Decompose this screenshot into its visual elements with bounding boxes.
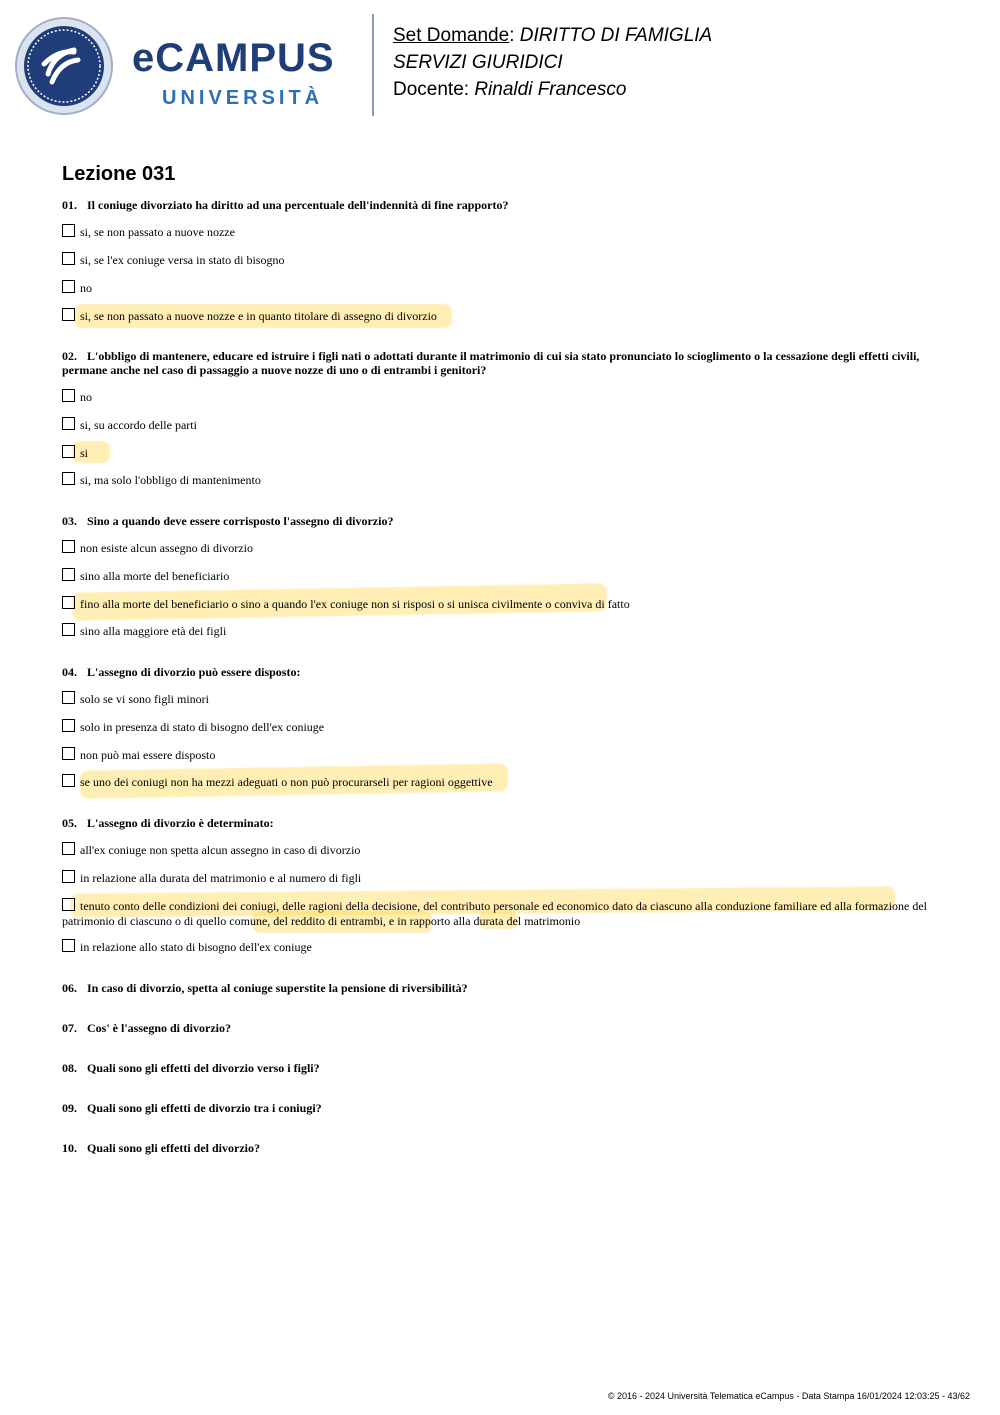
question-2 — [62, 349, 942, 377]
question-text: Quali sono gli effetti del divorzio verso i figli? — [87, 1061, 320, 1075]
answer-text: si, ma solo l'obbligo di mantenimento — [80, 473, 261, 487]
answer-option — [62, 569, 942, 584]
question-text: Quali sono gli effetti de divorzio tra i coniugi? — [87, 1101, 322, 1115]
question-10 — [62, 1141, 942, 1155]
question-6 — [62, 981, 942, 995]
answer-option — [62, 473, 942, 488]
question-8 — [62, 1061, 942, 1075]
answer-option-highlighted — [62, 309, 942, 324]
answer-text: non può mai essere disposto — [80, 748, 216, 762]
answer-text: si, su accordo delle parti — [80, 418, 197, 432]
question-number: 05. — [62, 816, 77, 830]
university-seal-logo — [14, 16, 114, 116]
answer-text: si, se non passato a nuove nozze — [80, 225, 235, 239]
teacher-label: Docente: — [393, 79, 470, 100]
answer-text: non esiste alcun assegno di divorzio — [80, 541, 253, 555]
question-number: 02. — [62, 349, 77, 363]
question-number: 08. — [62, 1061, 77, 1075]
page-footer: © 2016 - 2024 Università Telematica eCampus - Data Stampa 16/01/2024 12:03:25 - 43/62 — [607, 1391, 970, 1401]
answer-option — [62, 418, 942, 433]
question-number: 06. — [62, 981, 77, 995]
brand-subtitle: UNIVERSITÀ — [162, 87, 324, 109]
answer-text: se uno dei coniugi non ha mezzi adeguati o non può procurarseli per ragioni oggettive — [80, 775, 493, 789]
question-number: 04. — [62, 665, 77, 679]
question-text: Quali sono gli effetti del divorzio? — [87, 1141, 260, 1155]
answer-option — [62, 692, 942, 707]
header-course-line: Set Domande: DIRITTO DI FAMIGLIA — [393, 25, 713, 46]
question-text: Cos' è l'assegno di divorzio? — [87, 1021, 232, 1035]
question-text: Il coniuge divorziato ha diritto ad una percentuale dell'indennità di fine rapporto? — [87, 198, 509, 212]
header-info — [393, 22, 712, 103]
question-text: In caso di divorzio, spetta al coniuge superstite la pensione di riversibilità? — [87, 981, 468, 995]
header-divider — [372, 14, 374, 116]
lesson-title: Lezione 031 — [62, 163, 176, 185]
answer-text: no — [80, 281, 92, 295]
set-label: Set Domande — [393, 25, 510, 46]
answer-text: no — [80, 390, 92, 404]
question-5 — [62, 816, 942, 830]
brand-wordmark: eCAMPUS — [132, 36, 335, 80]
question-7 — [62, 1021, 942, 1035]
answer-text: si, se non passato a nuove nozze e in quanto titolare di assegno di divorzio — [80, 309, 437, 323]
question-9 — [62, 1101, 942, 1115]
answer-text: in relazione alla durata del matrimonio e al numero di figli — [80, 871, 362, 885]
question-number: 01. — [62, 198, 77, 212]
teacher-name: Rinaldi Francesco — [474, 79, 627, 100]
course-name: DIRITTO DI FAMIGLIA — [519, 25, 713, 46]
answer-text: si, se l'ex coniuge versa in stato di bisogno — [80, 253, 285, 267]
header-teacher-line — [393, 76, 712, 103]
question-1 — [62, 198, 942, 212]
answer-text: in relazione allo stato di bisogno dell'ex coniuge — [80, 940, 312, 954]
question-3 — [62, 514, 942, 528]
answer-text: si — [80, 446, 89, 460]
answer-option-highlighted — [62, 775, 942, 790]
question-text: L'assegno di divorzio è determinato: — [87, 816, 274, 830]
answer-text: sino alla morte del beneficiario — [80, 569, 230, 583]
answer-text: all'ex coniuge non spetta alcun assegno in caso di divorzio — [80, 843, 361, 857]
answer-option — [62, 624, 942, 639]
answer-option — [62, 871, 942, 886]
program-name: SERVIZI GIURIDICI — [393, 52, 563, 73]
answer-option — [62, 225, 942, 240]
header-program-line — [393, 49, 712, 76]
question-4 — [62, 665, 942, 679]
answer-option — [62, 541, 942, 556]
answer-text: tenuto conto delle condizioni dei coniugi, delle ragioni della decisione, del contributo personale ed economico dato da ciascuno alla conduzione familiare ed alla formazione del patrimonio di ciascuno o di quello comune, del reddito di entrambi, e in rapporto alla durata del matrimonio — [62, 899, 928, 928]
answer-text: solo se vi sono figli minori — [80, 692, 209, 706]
question-number: 07. — [62, 1021, 77, 1035]
answer-option — [62, 281, 942, 296]
question-number: 09. — [62, 1101, 77, 1115]
answer-option-highlighted — [62, 597, 942, 612]
answer-option — [62, 253, 942, 268]
answer-option — [62, 940, 942, 955]
answer-option — [62, 843, 942, 858]
answer-option — [62, 720, 942, 735]
question-number: 03. — [62, 514, 77, 528]
question-text: Sino a quando deve essere corrisposto l'assegno di divorzio? — [87, 514, 394, 528]
question-text: L'obbligo di mantenere, educare ed istruire i figli nati o adottati durante il matrimonio di cui sia stato pronunciato lo scioglimento o la cessazione degli effetti civili, permane anche nel caso di passaggio a nuove nozze di uno o di entrambi i genitori? — [62, 349, 920, 377]
answer-option-highlighted — [62, 446, 942, 461]
answer-text: fino alla morte del beneficiario o sino a quando l'ex coniuge non si risposi o si unisca civilmente o conviva di fatto — [80, 597, 630, 611]
answer-option — [62, 748, 942, 763]
answer-option — [62, 390, 942, 405]
answer-text: sino alla maggiore età dei figli — [80, 624, 227, 638]
answer-text: solo in presenza di stato di bisogno dell'ex coniuge — [80, 720, 325, 734]
question-number: 10. — [62, 1141, 77, 1155]
answer-option-highlighted — [62, 899, 942, 929]
question-text: L'assegno di divorzio può essere disposto: — [87, 665, 301, 679]
